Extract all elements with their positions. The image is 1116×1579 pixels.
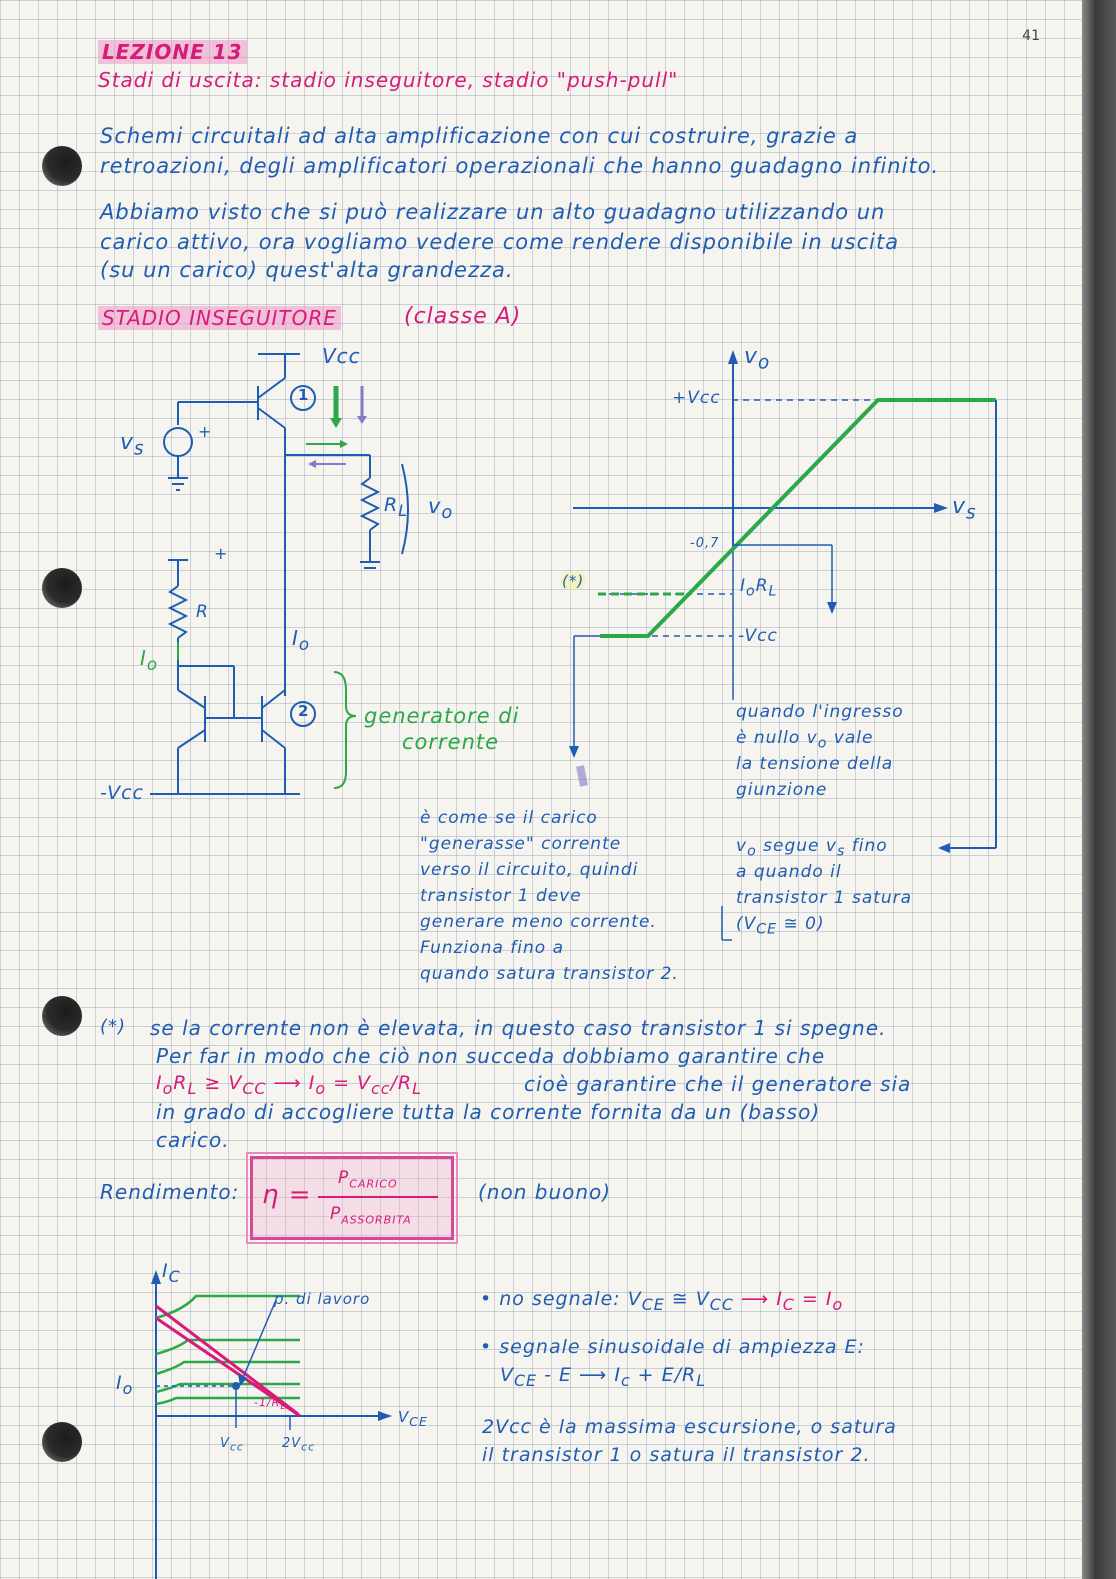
io-axis-label: $I_o$: [116, 1372, 134, 1398]
section-title: STADIO INSEGUITORE: [98, 306, 341, 330]
slope-label: $-1/R_L$: [254, 1396, 287, 1413]
section-class: (classe A): [404, 304, 522, 329]
follows-line-2: a quando il: [736, 862, 842, 882]
star-note-line-1: se la corrente non è elevata, in questo caso transistor 1 si spegne.: [150, 1016, 887, 1040]
vcc-label: Vcc: [322, 344, 361, 368]
neg-vcc-label: -Vcc: [100, 782, 144, 804]
t2-number: 2: [298, 702, 310, 720]
star-note-line-4: in grado di accogliere tutta la corrente fornita da un (basso): [156, 1100, 821, 1124]
current-arrow-head: [330, 418, 342, 428]
load-generates-line-5: generare meno corrente.: [420, 912, 657, 932]
star-note-line-2: Per far in modo che ciò non succeda dobbiamo garantire che: [156, 1044, 826, 1068]
vce-axis-label: $V_{CE}$: [398, 1408, 428, 1429]
load-generates-line-3: verso il circuito, quindi: [420, 860, 639, 880]
follower-circuit: [150, 354, 408, 794]
mirror-plus: +: [214, 544, 229, 563]
transfer-star-marker: (*): [562, 572, 585, 590]
efficiency-fraction-bar: [318, 1196, 438, 1198]
iorl-label: $I_oR_L$: [740, 576, 778, 600]
zero-input-line-4: giunzione: [736, 780, 828, 800]
bullet-sinusoidal: • segnale sinusoidale di ampiezza E:: [480, 1336, 865, 1358]
minus-vcc-label: -Vcc: [738, 626, 778, 646]
paragraph2-line-3: (su un carico) quest'alta grandezza.: [100, 258, 514, 282]
vcc-tick-label: $V_{cc}$: [220, 1436, 244, 1454]
bullet-no-signal: • no segnale: $V_{CE}$ ≅ $V_{CC}$ ⟶ $I_C = I_o$: [480, 1288, 844, 1314]
paragraph2-line-2: carico attivo, ora vogliamo vedere come rendere disponibile in uscita: [100, 230, 900, 254]
vs-plus: +: [198, 422, 213, 441]
lesson-title: LEZIONE 13: [98, 40, 247, 64]
generator-label-1: generatore di: [364, 704, 520, 728]
follows-line-4: ($V_{CE}$ ≅ 0): [736, 914, 825, 938]
star-note-formula: $I_oR_L \ge V_{CC}$ ⟶ $I_o = V_{cc}/R_L$: [156, 1072, 422, 1098]
plus-vcc-label: +Vcc: [672, 388, 721, 408]
load-generates-line-4: transistor 1 deve: [420, 886, 582, 906]
vo-label: $v_o$: [428, 494, 454, 524]
bullet-sinusoidal-formula: $V_{CE}$ - E ⟶ $I_c + E/R_L$: [500, 1364, 707, 1390]
paragraph2-line-1: Abbiamo visto che si può realizzare un alto guadagno utilizzando un: [100, 200, 886, 224]
star-note-marker: (*): [100, 1016, 127, 1037]
ic-axis-label: $I_C$: [162, 1260, 181, 1286]
two-vcc-tick-label: $2V_{cc}$: [282, 1436, 316, 1454]
rl-label: $R_L$: [384, 494, 409, 520]
bullet-max-swing-2: il transistor 1 o satura il transistor 2.: [482, 1444, 871, 1466]
load-generates-line-2: "generasse" corrente: [420, 834, 622, 854]
page-number: 41: [1022, 28, 1040, 44]
generator-label-2: corrente: [402, 730, 500, 754]
t1-number: 1: [298, 386, 310, 404]
zero-input-line-1: quando l'ingresso: [736, 702, 904, 722]
zero-input-line-2: è nullo $v_o$ vale: [736, 728, 874, 752]
transfer-x-axis-label: $v_s$: [952, 494, 977, 524]
zero-input-line-3: la tensione della: [736, 754, 894, 774]
star-note-line-3: cioè garantire che il generatore sia: [524, 1072, 912, 1096]
r-label: R: [196, 602, 209, 622]
lesson-topic: Stadi di uscita: stadio inseguitore, stadio "push-pull": [98, 68, 679, 92]
efficiency-label: Rendimento:: [100, 1180, 240, 1204]
load-generates-line-1: è come se il carico: [420, 808, 598, 828]
efficiency-numerator: $P_{CARICO}$: [338, 1168, 398, 1191]
io-right-label: $I_o$: [292, 626, 311, 654]
load-generates-line-7: quando satura transistor 2.: [420, 964, 679, 984]
bullet-max-swing-1: 2Vcc è la massima escursione, o satura: [482, 1416, 897, 1438]
io-left-label: $I_o$: [140, 646, 159, 674]
vs-label: $v_s$: [120, 430, 145, 460]
vs-source-icon: [164, 428, 192, 456]
load-line-graph: [151, 1270, 392, 1579]
efficiency-eta: η =: [262, 1180, 312, 1210]
follows-line-3: transistor 1 satura: [736, 888, 913, 908]
work-point-label: p. di lavoro: [274, 1290, 371, 1308]
load-generates-line-6: Funziona fino a: [420, 938, 564, 958]
efficiency-denominator: $P_{ASSORBITA}$: [330, 1204, 412, 1227]
intro-line-1: Schemi circuitali ad alta amplificazione con cui costruire, grazie a: [100, 124, 859, 148]
star-note-line-5: carico.: [156, 1128, 230, 1152]
generator-brace: [334, 672, 356, 788]
intro-line-2: retroazioni, degli amplificatori operazionali che hanno guadagno infinito.: [100, 154, 940, 178]
follows-line-1: $v_o$ segue $v_s$ fino: [736, 836, 888, 860]
efficiency-comment: (non buono): [478, 1180, 612, 1204]
transfer-y-axis-label: $v_o$: [744, 344, 771, 374]
v07-label: -0,7: [690, 536, 720, 551]
